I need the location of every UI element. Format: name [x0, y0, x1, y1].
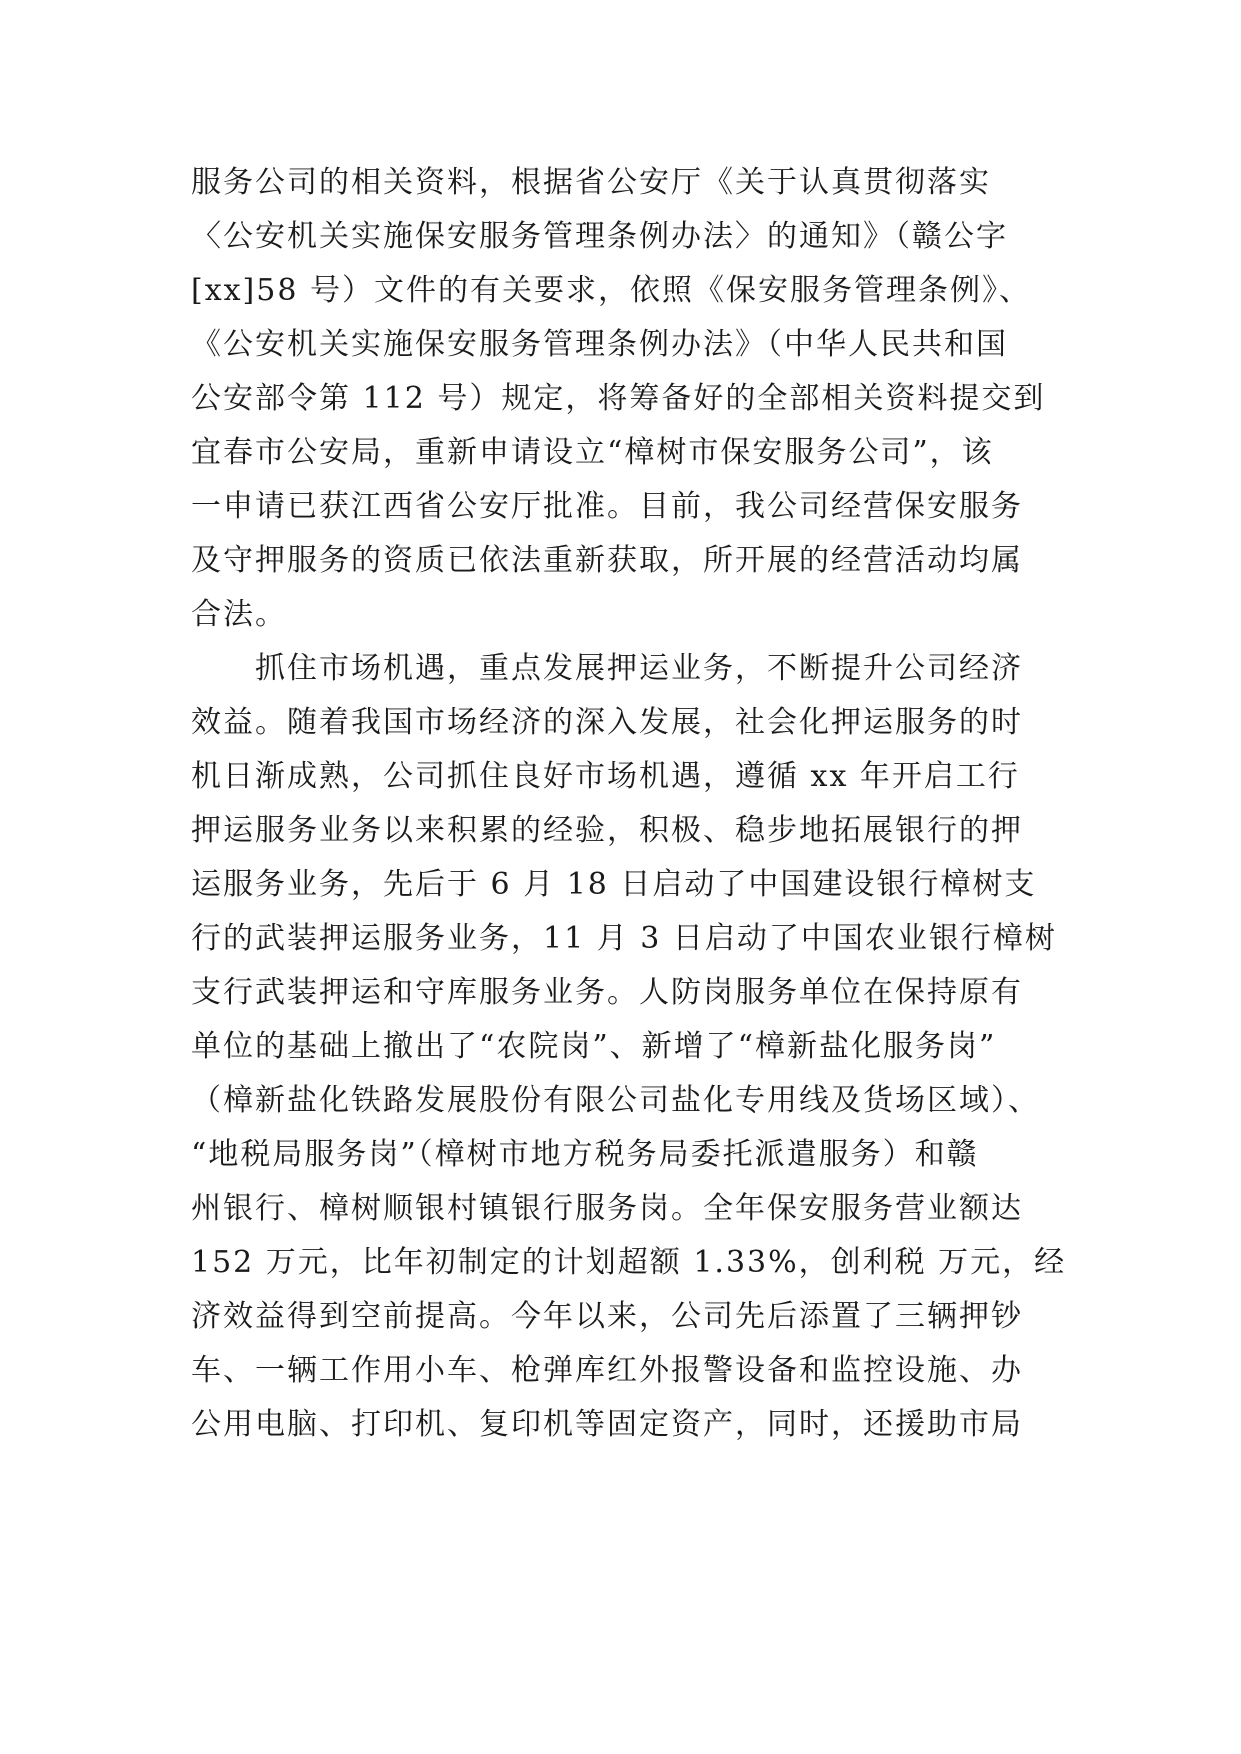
text-line: 单位的基础上撤出了“农院岗”、新增了“樟新盐化服务岗”	[191, 1029, 997, 1064]
text-line: 公用电脑、打印机、复印机等固定资产，同时，还援助市局	[191, 1407, 1023, 1442]
text-line: 《公安机关实施保安服务管理条例办法》（中华人民共和国	[191, 327, 1008, 362]
text-line: 服务公司的相关资料，根据省公安厅《关于认真贯彻落实	[191, 165, 991, 200]
text-line: 〈公安机关实施保安服务管理条例办法〉的通知》（赣公字	[191, 219, 1008, 254]
text-line: 车、一辆工作用小车、枪弹库红外报警设备和监控设施、办	[191, 1353, 1023, 1388]
text-line: （樟新盐化铁路发展股份有限公司盐化专用线及货场区域）、	[191, 1083, 1040, 1118]
document-body	[191, 156, 1071, 1452]
text-line: 运服务业务，先后于 6 月 18 日启动了中国建设银行樟树支	[191, 867, 1037, 902]
text-line: 宜春市公安局，重新申请设立“樟树市保安服务公司”，该	[191, 435, 994, 470]
text-line: 合法。	[191, 597, 287, 632]
text-line: 一申请已获江西省公安厅批准。目前，我公司经营保安服务	[191, 489, 1023, 524]
text-line: 州银行、樟树顺银村镇银行服务岗。全年保安服务营业额达	[191, 1191, 1023, 1226]
text-line: 152 万元，比年初制定的计划超额 1.33%，创利税 万元，经	[191, 1245, 1067, 1280]
text-line: 押运服务业务以来积累的经验，积极、稳步地拓展银行的押	[191, 813, 1023, 848]
text-line: 行的武装押运服务业务，11 月 3 日启动了中国农业银行樟树	[191, 921, 1057, 956]
text-line: 济效益得到空前提高。今年以来，公司先后添置了三辆押钞	[191, 1299, 1023, 1334]
text-line: “地税局服务岗”（樟树市地方税务局委托派遣服务）和赣	[191, 1137, 979, 1172]
text-line: [xx]58 号）文件的有关要求，依照《保安服务管理条例》、	[191, 273, 1031, 308]
text-line: 机日渐成熟，公司抓住良好市场机遇，遵循 xx 年开启工行	[191, 759, 1020, 794]
text-line: 效益。随着我国市场经济的深入发展，社会化押运服务的时	[191, 705, 1023, 740]
text-line: 公安部令第 112 号）规定，将筹备好的全部相关资料提交到	[191, 381, 1046, 416]
text-line: 及守押服务的资质已依法重新获取，所开展的经营活动均属	[191, 543, 1023, 578]
text-line: 抓住市场机遇，重点发展押运业务，不断提升公司经济	[255, 651, 1023, 686]
text-line: 支行武装押运和守库服务业务。人防岗服务单位在保持原有	[191, 975, 1023, 1010]
